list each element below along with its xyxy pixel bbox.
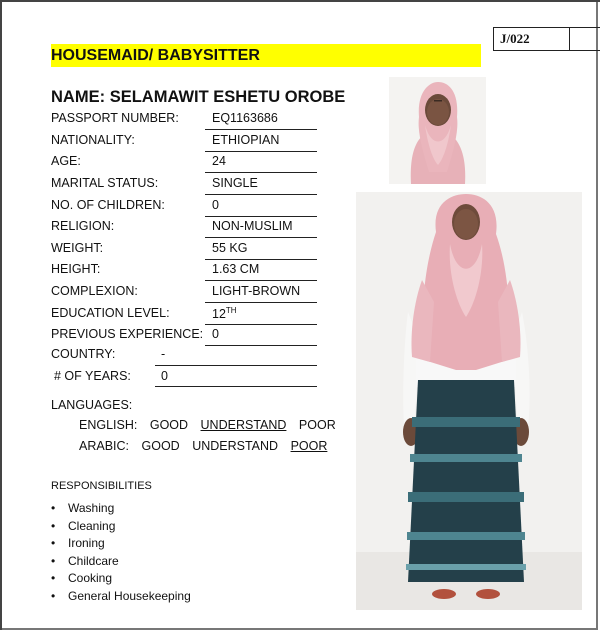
option-good: GOOD bbox=[141, 439, 180, 453]
full-body-illustration bbox=[356, 192, 582, 610]
field-value: 0 bbox=[161, 369, 168, 383]
field-label: PREVIOUS EXPERIENCE: bbox=[51, 327, 204, 341]
field-value: - bbox=[161, 347, 166, 361]
field-underline bbox=[205, 259, 317, 260]
field-label: MARITAL STATUS: bbox=[51, 176, 159, 190]
portrait-photo bbox=[389, 77, 486, 184]
option-understand: UNDERSTAND bbox=[192, 439, 279, 453]
list-item: • Washing bbox=[51, 500, 191, 518]
field-underline bbox=[205, 194, 317, 195]
field-label: NATIONALITY: bbox=[51, 133, 135, 147]
option-understand-selected: UNDERSTAND bbox=[200, 418, 287, 432]
list-item: • Ironing bbox=[51, 535, 191, 553]
candidate-name: NAME: SELAMAWIT ESHETU OROBE bbox=[51, 88, 346, 106]
field-underline bbox=[155, 365, 317, 366]
language-name: ENGLISH: bbox=[79, 418, 138, 432]
list-item: • General Housekeeping bbox=[51, 588, 191, 606]
field-label: COMPLEXION: bbox=[51, 284, 138, 298]
field-underline bbox=[205, 302, 317, 303]
option-poor: POOR bbox=[298, 418, 336, 432]
field-underline bbox=[205, 237, 317, 238]
field-value: LIGHT-BROWN bbox=[212, 284, 301, 298]
field-value bbox=[212, 306, 237, 321]
option-poor-selected: POOR bbox=[290, 439, 328, 453]
field-underline bbox=[205, 280, 317, 281]
name-label: NAME bbox=[51, 88, 100, 106]
option-good: GOOD bbox=[149, 418, 189, 432]
field-underline bbox=[205, 151, 317, 152]
education-suffix: TH bbox=[225, 306, 237, 315]
top-border bbox=[0, 0, 600, 2]
list-item: • Childcare bbox=[51, 553, 191, 571]
field-underline bbox=[155, 386, 317, 387]
field-value: 0 bbox=[212, 327, 219, 341]
education-grade: 12 bbox=[212, 307, 226, 322]
field-value: 55 KG bbox=[212, 241, 248, 255]
responsibilities-heading: RESPONSIBILITIES bbox=[51, 480, 152, 492]
field-underline bbox=[205, 345, 317, 346]
responsibilities-list bbox=[51, 500, 191, 605]
field-label: AGE: bbox=[51, 154, 81, 168]
field-label: # OF YEARS: bbox=[54, 369, 131, 383]
field-label: RELIGION: bbox=[51, 219, 115, 233]
field-value: NON-MUSLIM bbox=[212, 219, 293, 233]
list-item: • Cleaning bbox=[51, 518, 191, 536]
field-value: SINGLE bbox=[212, 176, 258, 190]
languages-heading: LANGUAGES: bbox=[51, 398, 133, 412]
field-value: 1.63 CM bbox=[212, 262, 260, 276]
language-arabic bbox=[79, 439, 336, 453]
full-body-photo bbox=[356, 192, 582, 610]
reference-number: J/022 bbox=[500, 31, 530, 46]
field-label: WEIGHT: bbox=[51, 241, 104, 255]
list-item: • Cooking bbox=[51, 570, 191, 588]
field-value: 0 bbox=[212, 198, 219, 212]
field-label: COUNTRY: bbox=[51, 347, 116, 361]
field-value: ETHIOPIAN bbox=[212, 133, 280, 147]
field-value: 24 bbox=[212, 154, 226, 168]
left-border bbox=[0, 0, 2, 630]
language-name: ARABIC: bbox=[79, 439, 130, 453]
field-underline bbox=[205, 129, 317, 130]
field-label: NO. OF CHILDREN: bbox=[51, 198, 165, 212]
field-underline bbox=[205, 324, 317, 325]
field-value: EQ1163686 bbox=[212, 111, 278, 125]
field-label: PASSPORT NUMBER: bbox=[51, 111, 179, 125]
field-underline bbox=[205, 216, 317, 217]
field-label: HEIGHT: bbox=[51, 262, 101, 276]
field-underline bbox=[205, 172, 317, 173]
language-english bbox=[79, 418, 345, 432]
portrait-illustration bbox=[389, 77, 486, 184]
page-title: HOUSEMAID/ BABYSITTER bbox=[51, 44, 481, 67]
name-value: SELAMAWIT ESHETU OROBE bbox=[109, 88, 346, 106]
reference-box bbox=[493, 27, 600, 51]
field-label: EDUCATION LEVEL: bbox=[51, 306, 170, 320]
reference-divider bbox=[569, 28, 570, 50]
